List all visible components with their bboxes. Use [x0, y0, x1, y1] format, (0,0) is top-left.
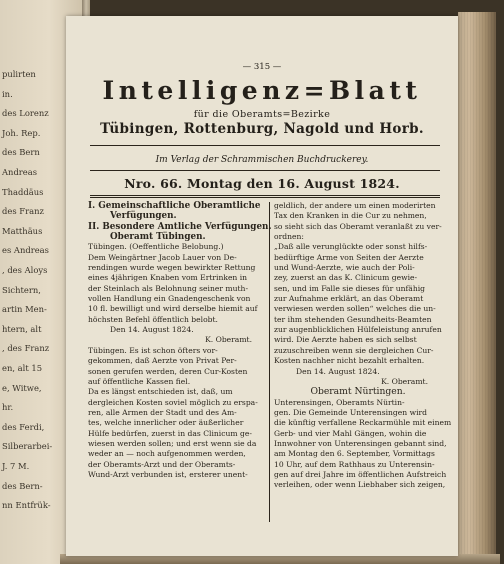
article-line: so sieht sich das Oberamt veranlaßt zu ver-	[274, 221, 442, 231]
article-line: 10 Uhr, auf dem Rathhaus zu Unterensin-	[274, 459, 435, 469]
right-column	[274, 201, 452, 491]
article-line: Oberamt Tübingen.	[110, 232, 206, 243]
article-line: 10 fl. bewilligt und wird derselbe hiemit auf	[88, 304, 258, 314]
article-line: und Wund-Aerzte, wie auch der Poli-	[274, 263, 415, 273]
header-rule-top	[90, 145, 440, 146]
left-page-fragment: , des Franz	[2, 343, 50, 354]
article-line: I. Gemeinschaftliche Oberamtliche	[88, 201, 261, 211]
left-page-fragment: J. 7 M.	[2, 461, 30, 471]
left-page-fragment: Matthäus	[2, 225, 43, 236]
header-rule-bottom	[90, 195, 440, 196]
article-line: die künftig verfallene Reckarmühle mit einem	[274, 418, 452, 428]
article-line: gekommen, daß Aerzte von Privat Per-	[88, 356, 237, 366]
article-line: II. Besondere Amtliche Verfügungen.	[88, 221, 272, 232]
article-line: wird. Die Aerzte haben es sich selbst	[274, 335, 417, 345]
left-page-fragment: en, alt 15	[2, 363, 43, 373]
article-line: Innwohner von Unterensingen gebannt sind,	[274, 438, 447, 448]
article-line: Kosten nachher nicht bezahlt erhalten.	[274, 356, 425, 366]
left-page-fragment: hr.	[2, 402, 14, 413]
article-line: der Oberamts-Arzt und der Oberamts-	[88, 459, 236, 469]
article-line: auf öffentliche Kassen fiel.	[88, 376, 191, 386]
article-line: zuzuschreiben wenn sie dergleichen Cur-	[274, 345, 434, 355]
column-divider	[269, 202, 270, 522]
article-line: Tübingen. (Oeffentliche Belobung.)	[88, 242, 224, 252]
article-line: geldlich, der andere um einen moderirten	[274, 201, 436, 210]
article-line: Tübingen. Es ist schon öfters vor-	[88, 345, 218, 355]
article-line: Wund-Arzt verbunden ist, ersterer unent-	[88, 469, 248, 479]
article-line: tes, welche innerlicher oder äußerlicher	[88, 418, 244, 428]
article-line: höchsten Befehl öffentlich belobt.	[88, 314, 218, 324]
article-line: „Daß alle verunglückte oder sonst hilfs-	[274, 242, 428, 252]
article-line: rendingen wurde wegen bewirkter Rettung	[88, 263, 256, 273]
left-page-fragment: Andreas	[2, 167, 38, 177]
article-line: K. Oberamt.	[205, 335, 252, 345]
article-line: weder an — noch aufgenommen werden,	[88, 449, 246, 459]
left-page-fragment: des Lorenz	[2, 108, 49, 119]
left-page-fragment: Thaddäus	[2, 186, 44, 197]
left-page-fragment: Joh. Rep.	[2, 127, 41, 138]
article-line: Unterensingen, Oberamts Nürtin-	[274, 397, 405, 407]
publisher-line: Im Verlag der Schrammischen Buchdruckerey.	[155, 155, 369, 165]
article-line: Den 14. August 1824.	[110, 325, 194, 335]
article-line: am Montag den 6. September, Vormittags	[274, 449, 435, 459]
left-page-fragment: in.	[2, 88, 13, 99]
page-number: — 315 —	[242, 62, 282, 72]
article-line: wiesen werden sollen; und erst wenn sie da	[88, 438, 257, 448]
left-page-fragment: des Franz	[2, 206, 44, 217]
article-line: ren, alle Armen der Stadt und des Am-	[88, 407, 237, 417]
left-page-fragment: Sichtern,	[2, 284, 41, 295]
left-column	[88, 201, 272, 480]
article-line: gen. Die Gemeinde Unterensingen wird	[274, 407, 427, 417]
left-page-fragment: des Ferdi,	[2, 421, 45, 432]
left-page-fragment: e, Witwe,	[2, 382, 42, 393]
article-line: Verfügungen.	[110, 211, 177, 222]
left-page-fragment: artin Men-	[2, 304, 47, 315]
left-page-fragment: nn Entfrük-	[2, 500, 51, 511]
article-line: zey, zuerst an das K. Clinicum gewie-	[274, 273, 418, 283]
article-line: sonen gerufen werden, deren Cur-Kosten	[88, 366, 248, 376]
article-line: Gerb- und vier Mahl Gängen, wohin die	[274, 428, 427, 438]
left-page-fragment: , des Aloys	[2, 265, 48, 275]
article-line: Hülfe bedürfen, zuerst in das Clinicum ge-	[88, 428, 252, 438]
article-line: sen, und im Falle sie dieses für unfähig	[274, 283, 426, 293]
article-line: dergleichen Kosten soviel möglich zu erspa-	[88, 397, 258, 407]
left-page-fragment: des Bern-	[2, 480, 43, 491]
left-page-fragment: es Andreas	[2, 245, 49, 256]
left-page-fragment: htern, alt	[2, 323, 42, 334]
article-line: Dem Weingärtner Jacob Lauer von De-	[88, 252, 237, 262]
issue-line: Nro. 66. Montag den 16. August 1824.	[124, 176, 400, 191]
newspaper-page	[66, 16, 458, 556]
article-line: verwiesen werden sollen“ welches die un-	[274, 304, 436, 314]
article-line: Tax den Kranken in die Cur zu nehmen,	[274, 211, 427, 221]
left-page-fragment: pulirten	[2, 69, 36, 79]
header-rule-mid	[90, 170, 440, 171]
article-line: der Steinlach als Belohnung seiner muth-	[88, 283, 249, 293]
article-line: zur augenblicklichen Hülfeleistung anrufen	[274, 325, 442, 335]
article-line: K. Oberamt.	[381, 376, 428, 386]
masthead-districts: Tübingen, Rottenburg, Nagold und Horb.	[100, 121, 424, 137]
article-line: vollen Handlung ein Gnadengeschenk von	[88, 294, 251, 304]
article-line: ordnen:	[274, 232, 304, 242]
left-page-fragment: des Bern	[2, 147, 40, 158]
article-line: zur Aufnahme erklärt, an das Oberamt	[274, 294, 424, 304]
masthead-title: Intelligenz=Blatt	[102, 76, 422, 105]
article-line: ter ihm stehenden Gesundheits-Beamten	[274, 314, 432, 324]
article-line: Den 14. August 1824.	[296, 366, 380, 376]
article-line: eines 4jährigen Knaben vom Ertrinken in	[88, 273, 248, 283]
article-line: gen auf drei Jahre im öffentlichen Aufstreich	[274, 469, 447, 479]
article-line: bedürftige Arme von Seiten der Aerzte	[274, 252, 424, 262]
article-line: Da es längst entschieden ist, daß, um	[88, 387, 233, 397]
article-line: Oberamt Nürtingen.	[310, 386, 406, 398]
left-page-fragment: Silberarbei-	[2, 441, 53, 452]
article-line: verleihen, oder wenn Liebhaber sich zeigen,	[274, 480, 446, 490]
masthead-subtitle: für die Oberamts=Bezirke	[193, 109, 331, 120]
